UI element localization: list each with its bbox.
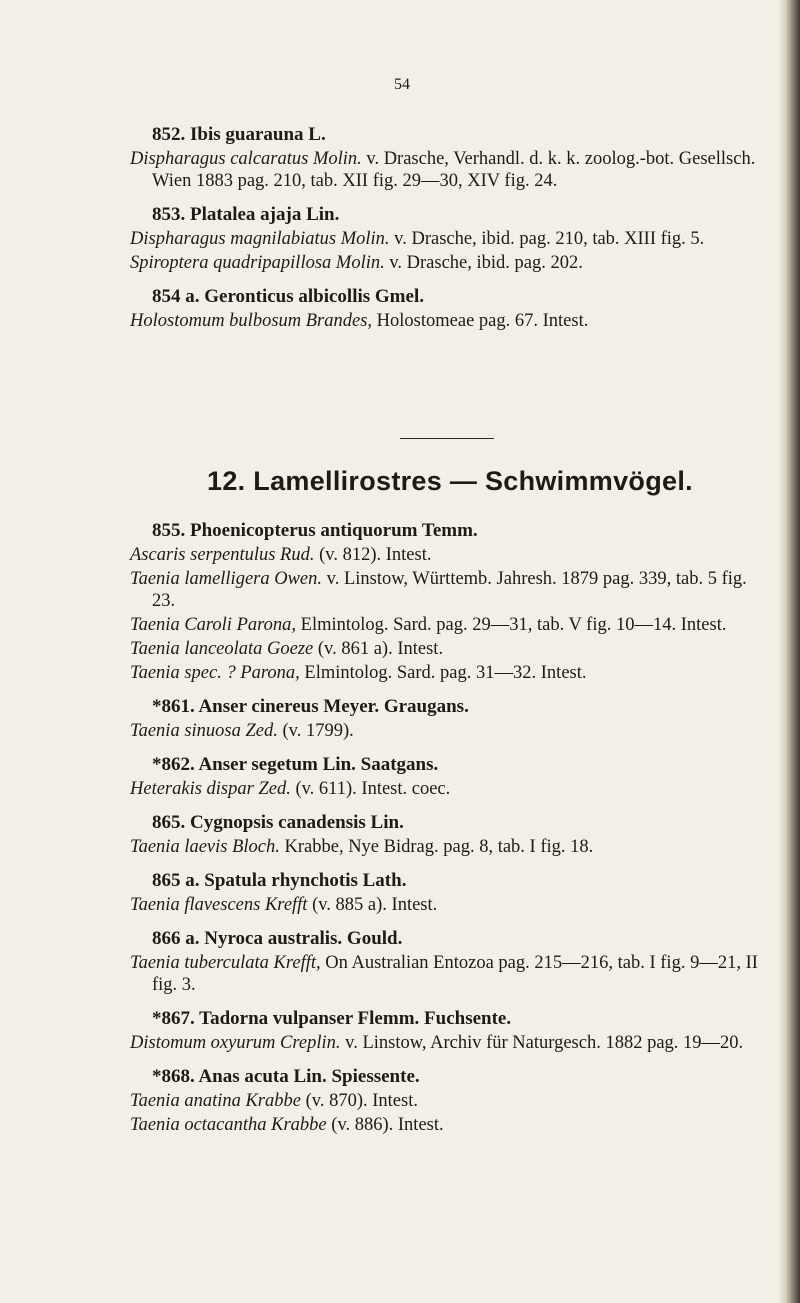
parasite-reference: On Australian Entozoa pag. 215—216, tab. I fig. 9—21, II fig. 3. [152, 953, 758, 995]
parasite-name: Taenia lanceolata Goeze [130, 639, 314, 659]
parasite-reference: (v. 886). Intest. [326, 1115, 444, 1135]
host-species-entry: 852. Ibis guarauna L. [152, 124, 326, 145]
parasite-name: Ascaris serpentulus Rud. [130, 545, 315, 565]
parasite-entry [130, 778, 765, 800]
parasite-entry [130, 1114, 765, 1136]
host-species-entry: *868. Anas acuta Lin. Spiessente. [152, 1066, 420, 1087]
parasite-name: Taenia lamelligera Owen. [130, 569, 323, 589]
parasite-name: Taenia anatina Krabbe [130, 1091, 301, 1111]
parasite-name: Dispharagus magnilabiatus Molin. [130, 229, 390, 249]
parasite-name: Taenia spec. ? Parona, [130, 663, 300, 683]
parasite-reference: Holostomeae pag. 67. Intest. [372, 311, 589, 331]
parasite-reference: (v. 870). Intest. [300, 1091, 418, 1111]
section-divider [400, 438, 494, 439]
parasite-name: Spiroptera quadripapillosa Molin. [130, 253, 385, 273]
host-species-entry: 854 a. Geronticus albicollis Gmel. [152, 286, 424, 307]
parasite-reference: v. Drasche, Verhandl. d. k. k. zoolog.-bot. Gesellsch. Wien 1883 pag. 210, tab. XII fig. 29—30, XIV fig. 24. [152, 149, 756, 191]
parasite-reference: Krabbe, Nye Bidrag. pag. 8, tab. I fig. 18. [279, 837, 594, 857]
parasite-entry [130, 568, 765, 612]
host-species-entry: 865 a. Spatula rhynchotis Lath. [152, 870, 407, 891]
host-species-entry: 853. Platalea ajaja Lin. [152, 204, 340, 225]
host-species-entry: 866 a. Nyroca australis. Gould. [152, 928, 403, 949]
parasite-name: Taenia flavescens Krefft [130, 895, 308, 915]
parasite-entry [130, 894, 765, 916]
parasite-reference: v. Drasche, ibid. pag. 202. [384, 253, 583, 273]
host-species-entry: *861. Anser cinereus Meyer. Graugans. [152, 696, 469, 717]
parasite-entry [130, 148, 765, 192]
parasite-reference: (v. 1799). [277, 721, 354, 741]
page-number: 54 [394, 76, 410, 93]
parasite-reference: v. Linstow, Archiv für Naturgesch. 1882 pag. 19—20. [340, 1033, 744, 1053]
parasite-entry [130, 952, 765, 996]
parasite-reference: (v. 812). Intest. [314, 545, 432, 565]
parasite-entry [130, 544, 765, 566]
parasite-entry [130, 720, 765, 742]
host-species-entry: *862. Anser segetum Lin. Saatgans. [152, 754, 439, 775]
parasite-entry [130, 1090, 765, 1112]
host-species-entry: 865. Cygnopsis canadensis Lin. [152, 812, 404, 833]
parasite-name: Taenia Caroli Parona, [130, 615, 297, 635]
parasite-reference: v. Drasche, ibid. pag. 210, tab. XIII fig. 5. [389, 229, 705, 249]
parasite-reference: v. Linstow, Württemb. Jahresh. 1879 pag. 339, tab. 5 fig. 23. [152, 569, 747, 611]
parasite-entry [130, 228, 765, 250]
parasite-reference: (v. 861 a). Intest. [313, 639, 444, 659]
parasite-reference: (v. 885 a). Intest. [307, 895, 438, 915]
parasite-entry [130, 310, 765, 332]
parasite-name: Taenia sinuosa Zed. [130, 721, 278, 741]
entries-part-2 [130, 520, 765, 1136]
section-heading: 12. Lamellirostres — Schwimmvögel. [207, 466, 693, 496]
parasite-reference: (v. 611). Intest. coec. [290, 779, 451, 799]
parasite-entry [130, 662, 765, 684]
parasite-name: Dispharagus calcaratus Molin. [130, 149, 362, 169]
parasite-entry [130, 836, 765, 858]
parasite-entry [130, 614, 765, 636]
parasite-name: Holostomum bulbosum Brandes, [130, 311, 373, 331]
parasite-entry [130, 252, 765, 274]
parasite-entry [130, 638, 765, 660]
host-species-entry: *867. Tadorna vulpanser Flemm. Fuchsente. [152, 1008, 512, 1029]
host-species-entry: 855. Phoenicopterus antiquorum Temm. [152, 520, 478, 541]
page-edge-shadow [778, 0, 800, 1303]
parasite-name: Taenia octacantha Krabbe [130, 1115, 327, 1135]
parasite-name: Taenia laevis Bloch. [130, 837, 280, 857]
parasite-entry [130, 1032, 765, 1054]
entries-part-1 [130, 124, 765, 332]
parasite-reference: Elmintolog. Sard. pag. 29—31, tab. V fig. 10—14. Intest. [296, 615, 727, 635]
parasite-reference: Elmintolog. Sard. pag. 31—32. Intest. [299, 663, 587, 683]
parasite-name: Heterakis dispar Zed. [130, 779, 291, 799]
parasite-name: Distomum oxyurum Creplin. [130, 1033, 341, 1053]
parasite-name: Taenia tuberculata Krefft, [130, 953, 321, 973]
